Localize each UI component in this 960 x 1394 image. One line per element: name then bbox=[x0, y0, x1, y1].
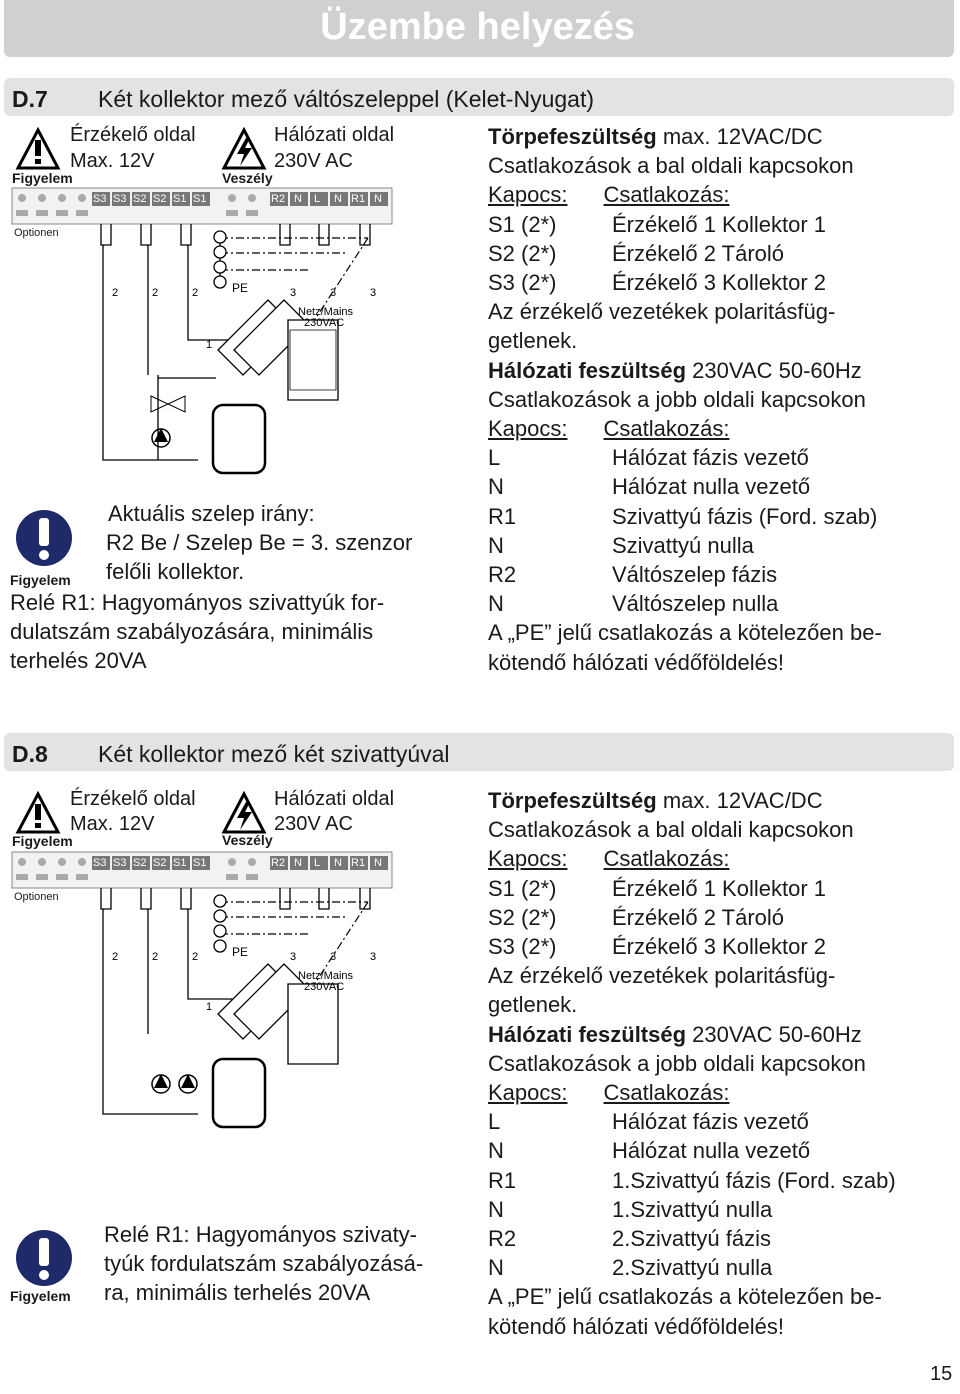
svg-text:PE: PE bbox=[232, 945, 249, 959]
pe-note: kötendő hálózati védőföldelés! bbox=[488, 1313, 784, 1339]
terminal-label: S1 bbox=[173, 857, 187, 869]
relay-note-line: terhelés 20VA bbox=[10, 648, 147, 673]
section-number: D.8 bbox=[12, 741, 48, 767]
warning-triangle-icon bbox=[18, 130, 58, 168]
terminal-label: N bbox=[334, 193, 342, 205]
svg-text:2: 2 bbox=[192, 951, 199, 963]
table-row: N 2.Szivattyú nulla bbox=[488, 1255, 773, 1281]
table-row: N Szivattyú nulla bbox=[488, 532, 754, 558]
danger-tag: Veszély bbox=[222, 170, 273, 186]
svg-text:3: 3 bbox=[330, 287, 337, 299]
table-row: S1 (2*) Érzékelő 1 Kollektor 1 bbox=[488, 211, 826, 237]
table-row: S3 (2*) Érzékelő 3 Kollektor 2 bbox=[488, 270, 826, 296]
danger-lightning-icon bbox=[224, 130, 264, 168]
note-tag: Figyelem bbox=[10, 1288, 71, 1304]
terminal-label: S3 bbox=[93, 857, 107, 869]
sensor-side-label: Érzékelő oldal bbox=[70, 788, 196, 810]
terminal-label: S3 bbox=[93, 193, 107, 205]
table-header: Kapocs: Csatlakozás: bbox=[488, 416, 730, 442]
table-row: N Váltószelep nulla bbox=[488, 591, 779, 617]
terminal-label: L bbox=[314, 193, 321, 205]
table-row: N 1.Szivattyú nulla bbox=[488, 1196, 773, 1222]
low-voltage-subtitle: Csatlakozások a bal oldali kapcsokon bbox=[488, 817, 854, 843]
note-tag: Figyelem bbox=[10, 572, 71, 588]
table-row: S3 (2*) Érzékelő 3 Kollektor 2 bbox=[488, 934, 826, 960]
low-voltage-subtitle: Csatlakozások a bal oldali kapcsokon bbox=[488, 153, 854, 179]
wire-label: 2 bbox=[112, 287, 119, 299]
warning-tag: Figyelem bbox=[12, 170, 73, 186]
optionen-label: Optionen bbox=[14, 227, 59, 239]
polarity-note: Az érzékelő vezetékek polaritásfüg- bbox=[488, 963, 836, 989]
svg-text:3: 3 bbox=[370, 951, 377, 963]
svg-text:3: 3 bbox=[290, 287, 297, 299]
terminal-label: S3 bbox=[113, 193, 127, 205]
relay-note-line: Relé R1: Hagyományos szivaty- bbox=[104, 1222, 418, 1247]
table-row: R1 1.Szivattyú fázis (Ford. szab) bbox=[488, 1167, 896, 1193]
sensor-voltage-label: Max. 12V bbox=[70, 813, 155, 835]
warning-triangle-icon bbox=[18, 794, 58, 832]
mains-side-label: Hálózati oldal bbox=[274, 124, 395, 146]
page-title: Üzembe helyezés bbox=[320, 6, 635, 48]
svg-text:2: 2 bbox=[192, 287, 199, 299]
table-row: N Hálózat nulla vezető bbox=[488, 474, 811, 500]
svg-text:Netz/Mains: Netz/Mains bbox=[298, 306, 354, 318]
low-voltage-heading: Törpefeszültség max. 12VAC/DC bbox=[488, 124, 823, 149]
low-voltage-heading: Törpefeszültség max. 12VAC/DC bbox=[488, 788, 823, 813]
terminal-label: S1 bbox=[193, 193, 207, 205]
svg-text:1: 1 bbox=[206, 339, 213, 351]
section-number: D.7 bbox=[12, 86, 48, 112]
pe-note: A „PE” jelű csatlakozás a kötelezően be- bbox=[488, 620, 882, 646]
table-header: Kapocs: Csatlakozás: bbox=[488, 182, 730, 208]
terminal-label: S2 bbox=[133, 193, 147, 205]
pe-note: A „PE” jelű csatlakozás a kötelezően be- bbox=[488, 1284, 882, 1310]
svg-text:2: 2 bbox=[112, 951, 119, 963]
polarity-note: getlenek. bbox=[488, 992, 578, 1018]
terminal-label: S2 bbox=[153, 193, 167, 205]
valve-icon bbox=[151, 396, 185, 412]
terminal-label: N bbox=[334, 857, 342, 869]
relay-note-line: tyúk fordulatszám szabályozásá- bbox=[104, 1251, 424, 1276]
storage-tank bbox=[213, 405, 265, 473]
svg-text:3: 3 bbox=[290, 951, 297, 963]
valve-note-line: R2 Be / Szelep Be = 3. szenzor bbox=[106, 530, 413, 555]
exclamation-icon bbox=[14, 508, 74, 568]
pe-note: kötendő hálózati védőföldelés! bbox=[488, 649, 784, 675]
storage-tank bbox=[213, 1059, 265, 1127]
terminal-label: S3 bbox=[113, 857, 127, 869]
page-number: 15 bbox=[930, 1363, 953, 1385]
polarity-note: Az érzékelő vezetékek polaritásfüg- bbox=[488, 299, 836, 325]
polarity-note: getlenek. bbox=[488, 328, 578, 354]
valve-note-line: felőli kollektor. bbox=[106, 559, 245, 584]
table-row: L Hálózat fázis vezető bbox=[488, 1109, 809, 1135]
table-row: N Hálózat nulla vezető bbox=[488, 1138, 811, 1164]
svg-text:230VAC: 230VAC bbox=[304, 317, 345, 329]
spec-column-d7 bbox=[488, 122, 882, 677]
table-row: S1 (2*) Érzékelő 1 Kollektor 1 bbox=[488, 875, 826, 901]
spec-column-d8 bbox=[488, 786, 896, 1341]
mains-heading: Hálózati feszültség 230VAC 50-60Hz bbox=[488, 1021, 862, 1047]
mains-side-label: Hálózati oldal bbox=[274, 788, 395, 810]
section-title: Két kollektor mező két szivattyúval bbox=[98, 741, 450, 767]
terminal-label: R2 bbox=[271, 193, 286, 205]
svg-text:Netz/Mains: Netz/Mains bbox=[298, 970, 354, 982]
terminal-label: L bbox=[314, 857, 321, 869]
section-title: Két kollektor mező váltószeleppel (Kelet-Nyugat) bbox=[98, 86, 595, 112]
svg-text:230VAC: 230VAC bbox=[304, 981, 345, 993]
optionen-label: Optionen bbox=[14, 891, 59, 903]
terminal-label: N bbox=[374, 857, 382, 869]
terminal-label: N bbox=[294, 857, 302, 869]
mains-voltage-label: 230V AC bbox=[274, 813, 353, 835]
table-header: Kapocs: Csatlakozás: bbox=[488, 1080, 730, 1106]
svg-text:1: 1 bbox=[206, 1001, 213, 1013]
terminal-label: S2 bbox=[133, 857, 147, 869]
terminal-label: S1 bbox=[173, 193, 187, 205]
terminal-label: N bbox=[294, 193, 302, 205]
table-header: Kapocs: Csatlakozás: bbox=[488, 846, 730, 872]
table-row: S2 (2*) Érzékelő 2 Tároló bbox=[488, 904, 785, 930]
relay-note-line: dulatszám szabályozására, minimális bbox=[10, 619, 374, 644]
terminal-label: S1 bbox=[193, 857, 207, 869]
mains-subtitle: Csatlakozások a jobb oldali kapcsokon bbox=[488, 386, 866, 412]
svg-text:2: 2 bbox=[152, 287, 159, 299]
exclamation-icon bbox=[14, 1228, 74, 1288]
terminal-label: R1 bbox=[351, 193, 366, 205]
svg-text:PE: PE bbox=[232, 281, 249, 295]
mains-subtitle: Csatlakozások a jobb oldali kapcsokon bbox=[488, 1050, 866, 1076]
sensor-voltage-label: Max. 12V bbox=[70, 150, 155, 172]
sensor-side-label: Érzékelő oldal bbox=[70, 124, 196, 146]
terminal-label: S2 bbox=[153, 857, 167, 869]
mains-voltage-label: 230V AC bbox=[274, 150, 353, 172]
terminal-label: R2 bbox=[271, 857, 286, 869]
danger-lightning-icon bbox=[224, 794, 264, 832]
svg-text:3: 3 bbox=[330, 951, 337, 963]
table-row: R2 2.Szivattyú fázis bbox=[488, 1226, 771, 1252]
relay-note-line: ra, minimális terhelés 20VA bbox=[104, 1280, 371, 1305]
valve-note-line: Aktuális szelep irány: bbox=[108, 501, 315, 526]
warning-tag: Figyelem bbox=[12, 833, 73, 849]
table-row: L Hálózat fázis vezető bbox=[488, 445, 809, 471]
terminal-label: R1 bbox=[351, 857, 366, 869]
relay-note-line: Relé R1: Hagyományos szivattyúk for- bbox=[10, 590, 385, 615]
svg-text:2: 2 bbox=[152, 951, 159, 963]
table-row: R2 Váltószelep fázis bbox=[488, 562, 778, 588]
table-row: S2 (2*) Érzékelő 2 Tároló bbox=[488, 240, 785, 266]
table-row: R1 Szivattyú fázis (Ford. szab) bbox=[488, 503, 878, 529]
svg-text:3: 3 bbox=[370, 287, 377, 299]
danger-tag: Veszély bbox=[222, 832, 273, 848]
terminal-label: N bbox=[374, 193, 382, 205]
mains-heading: Hálózati feszültség 230VAC 50-60Hz bbox=[488, 357, 862, 383]
